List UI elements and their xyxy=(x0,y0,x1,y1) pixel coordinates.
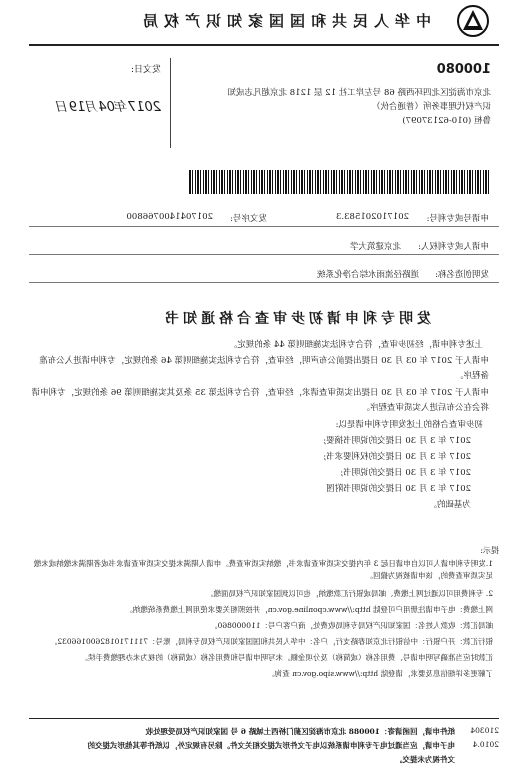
tip-item: 2. 专利费用可以通过网上缴费、邮局或银行汇款缴纳，也可以到国家知识产权局面缴。 xyxy=(205,589,493,598)
notice-paragraph: 申请人于 2017 年 03 月 30 日提出提前公布声明，经审查，符合专利法实施细则第 46 条的规定，专利申请进入公布准备程序。 xyxy=(39,356,489,381)
document-serial-value: 2017041400766800 xyxy=(126,212,213,222)
tip-item: 银行汇款：开户银行：中信银行北京知春路支行，户名：中华人民共和国国家知识产权局专利局，账号：7111710182600166032。 xyxy=(49,637,493,646)
notice-paragraph: 申请人于 2017 年 03 月 30 日提出实质审查请求，经审查，符合专利法第 35 条及其实施细则第 96 条的规定，专利申请将会在公布后进入实质审查程序。 xyxy=(31,388,489,413)
form-date: 2010.4 xyxy=(472,740,499,749)
applicant-value: 北京建筑大学 xyxy=(349,242,401,252)
notice-paragraph: 初步审查合格的上述发明专利申请是以: xyxy=(335,420,483,430)
notice-title: 发明专利申请初步审查合格通知书 xyxy=(161,311,431,327)
tip-item: 汇款时应当准确写明申请号、费用名称（或简称）及分项金额。未写明申请号和费用名称（或简称）的视为未办理缴费手续。 xyxy=(80,653,493,662)
dispatch-divider xyxy=(170,58,171,148)
tip-item: 网上缴费：电子申请注册用户可登陆 http://www.cponline.gov.cn，并按照相关要求使用网上缴费系统缴纳。 xyxy=(125,605,493,614)
application-number-value: 201710201583.3 xyxy=(335,212,409,222)
tip-item: 邮局汇款：收款人姓名：国家知识产权局专利局收费处，商户客户号：110000860。 xyxy=(210,621,493,630)
meta-separator xyxy=(29,226,499,227)
footer-electronic-notice: 文件视为未提交。 xyxy=(395,755,455,764)
document-barcode xyxy=(189,170,489,194)
meta-separator xyxy=(29,254,499,255)
footer-mail-notice: 纸件申请，回函请寄：100088 北京市海淀区蓟门桥西土城路 6 号 国家知识产权局受理处收 xyxy=(145,727,455,736)
notice-basis-item: 2017 年 3 月 30 日提交的说明书附图 xyxy=(326,484,471,494)
tips-label: 提示: xyxy=(480,546,499,555)
applicant-label: 申请人或专利权人: xyxy=(418,242,489,252)
document-serial-label: 发文序号: xyxy=(230,214,267,224)
tip-item: 1.发明专利申请人可以自申请日起 3 年内提交实质审查请求书，缴纳实质审查费。申请人期满未提交实质审查请求书或者期满未缴纳或未缴足实质审查费的，该申请被视为撤回。 xyxy=(33,559,493,580)
invention-title-label: 发明创造名称: xyxy=(435,270,489,280)
dispatch-date-stamp: 2017年04月19日 xyxy=(55,100,161,115)
notice-basis-item: 2017 年 3 月 30 日提交的权利要求书; xyxy=(323,452,471,462)
recipient-postcode: 100080 xyxy=(436,62,491,77)
footer-electronic-notice: 电子申请，应当通过电子专利申请系统以电子文件形式提交相关文件。除另有规定外，以纸件等其他形式提交的 xyxy=(87,741,455,750)
meta-separator xyxy=(29,282,499,283)
form-code: 210304 xyxy=(470,726,499,735)
notice-basis-item: 2017 年 3 月 30 日提交的说明书; xyxy=(340,468,471,478)
notice-paragraph: 上述专利申请，经初步审查，符合专利法实施细则第 44 条的规定。 xyxy=(228,340,483,350)
footer-rule xyxy=(29,718,499,719)
recipient-contact-line: 鲁桓 (010-62137097) xyxy=(402,116,491,126)
notice-paragraph: 为基础的。 xyxy=(428,500,471,510)
office-emblem-logo xyxy=(453,4,493,38)
office-name-heading: 中华人民共和国国家知识产权局 xyxy=(136,12,431,30)
tip-item: 了解更多详细信息及要求，请登陆 http://www.sipo.gov.cn 查询。 xyxy=(267,669,493,678)
recipient-address-line: 北京市海淀区北四环西路 68 号左岸工社 12 层 1218 北京超凡志成知 xyxy=(227,88,491,98)
recipient-address-line: 识产权代理事务所（普通合伙） xyxy=(371,102,491,112)
invention-title-value: 道路径流雨水综合净化系统 xyxy=(316,270,419,280)
notice-basis-item: 2017 年 3 月 30 日提交的说明书摘要; xyxy=(323,436,471,446)
header-rule xyxy=(29,44,499,46)
application-number-label: 申请号或专利号: xyxy=(426,214,489,224)
dispatch-date-label: 发文日: xyxy=(130,65,161,75)
